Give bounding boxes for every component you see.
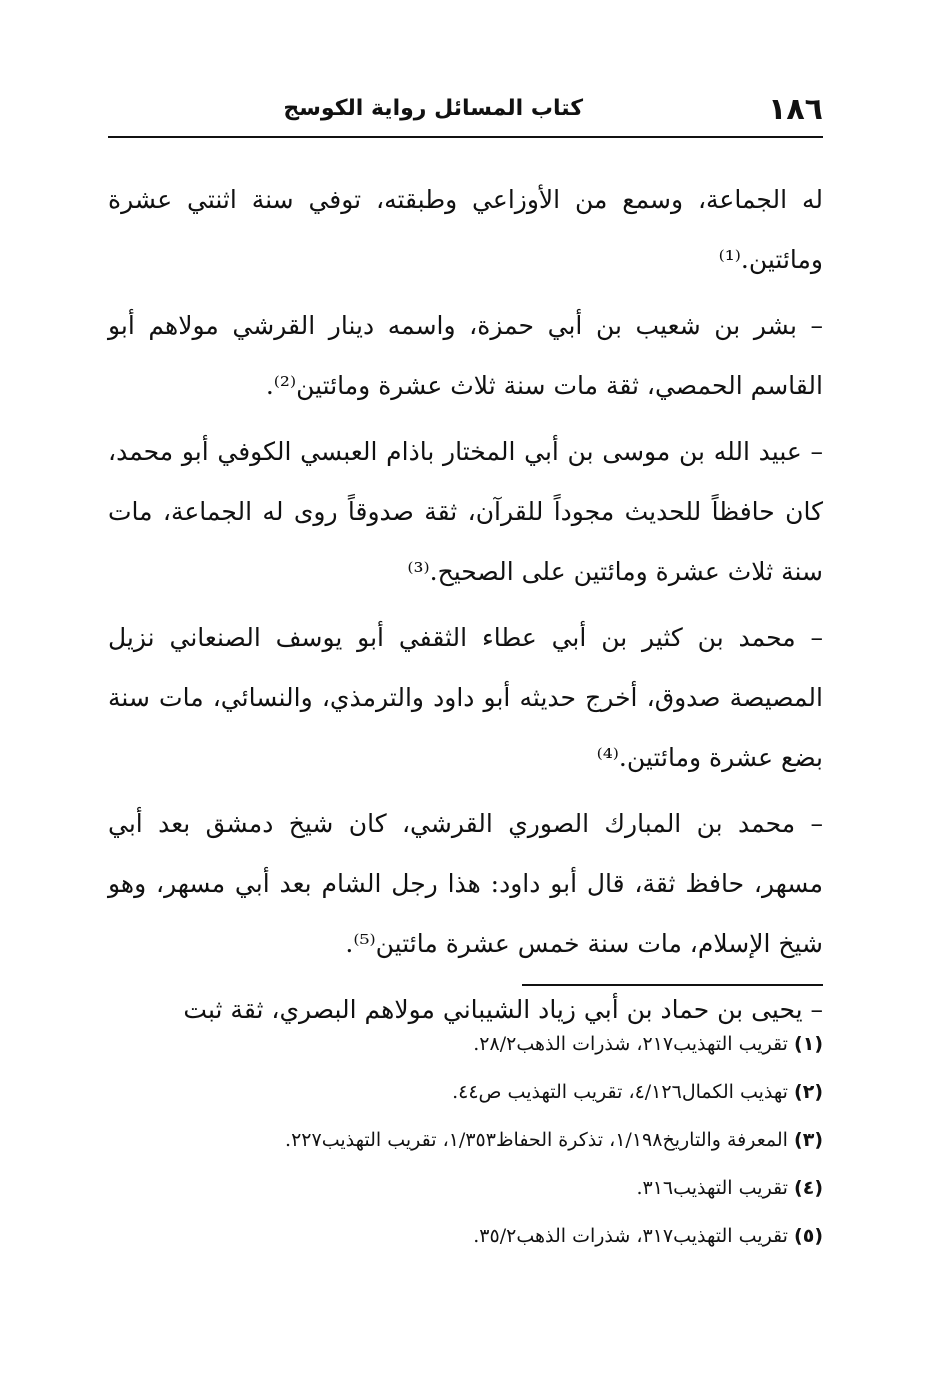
paragraph: له الجماعة، وسمع من الأوزاعي وطبقته، توفي سنة اثنتي عشرة ومائتين.⁽¹⁾: [108, 185, 823, 274]
footnote-number: (١): [794, 1033, 823, 1055]
footnote-text: تقريب التهذيب٣١٧، شذرات الذهب٣٥/٢.: [473, 1225, 788, 1247]
page-number: ١٨٦: [768, 92, 823, 127]
header-divider: [108, 136, 823, 138]
main-text: [108, 170, 823, 1046]
footnote-text: تهذيب الكمال٤/١٢٦، تقريب التهذيب ص٤٤.: [452, 1081, 788, 1103]
footnote: [108, 1212, 823, 1260]
paragraph: – يحيى بن حماد بن أبي زياد الشيباني مولاهم البصري، ثقة ثبت: [183, 995, 823, 1024]
footnote-text: تقريب التهذيب٣١٦.: [636, 1177, 788, 1199]
footnote: [108, 1116, 823, 1164]
footnote: [108, 1020, 823, 1068]
paragraph: – محمد بن كثير بن أبي عطاء الثقفي أبو يوسف الصنعاني نزيل المصيصة صدوق، أخرج حديثه أبو داود والترمذي، والنسائي، مات سنة بضع عشرة ومائتين.⁽⁴⁾: [108, 623, 823, 772]
page-header: [108, 92, 823, 132]
book-title: كتاب المسائل رواية الكوسج: [283, 96, 583, 121]
paragraph: – محمد بن المبارك الصوري القرشي، كان شيخ دمشق بعد أبي مسهر، حافظ ثقة، قال أبو داود: هذا رجل الشام بعد أبي مسهر، وهو شيخ الإسلام، مات سنة خمس عشرة مائتين⁽⁵⁾.: [108, 809, 823, 958]
footnotes: [108, 1020, 823, 1260]
footnote-text: تقريب التهذيب٢١٧، شذرات الذهب٢٨/٢.: [473, 1033, 788, 1055]
footnote-number: (٥): [794, 1225, 823, 1247]
footnote-number: (٤): [794, 1177, 823, 1199]
paragraph: – بشر بن شعيب بن أبي حمزة، واسمه دينار القرشي مولاهم أبو القاسم الحمصي، ثقة مات سنة ثلاث عشرة ومائتين⁽²⁾.: [108, 311, 823, 400]
footnote: [108, 1164, 823, 1212]
footnote-divider: [522, 984, 823, 986]
paragraph: – عبيد الله بن موسى بن أبي المختار باذام العبسي الكوفي أبو محمد، كان حافظاً للحديث مجوداً للقرآن، ثقة صدوقاً روى له الجماعة، مات سنة ثلاث عشرة ومائتين على الصحيح.⁽³⁾: [108, 437, 823, 586]
footnote: [108, 1068, 823, 1116]
footnote-number: (٢): [794, 1081, 823, 1103]
footnote-number: (٣): [794, 1129, 823, 1151]
footnote-text: المعرفة والتاريخ١/١٩٨، تذكرة الحفاظ١/٣٥٣، تقريب التهذيب٢٢٧.: [285, 1129, 788, 1151]
